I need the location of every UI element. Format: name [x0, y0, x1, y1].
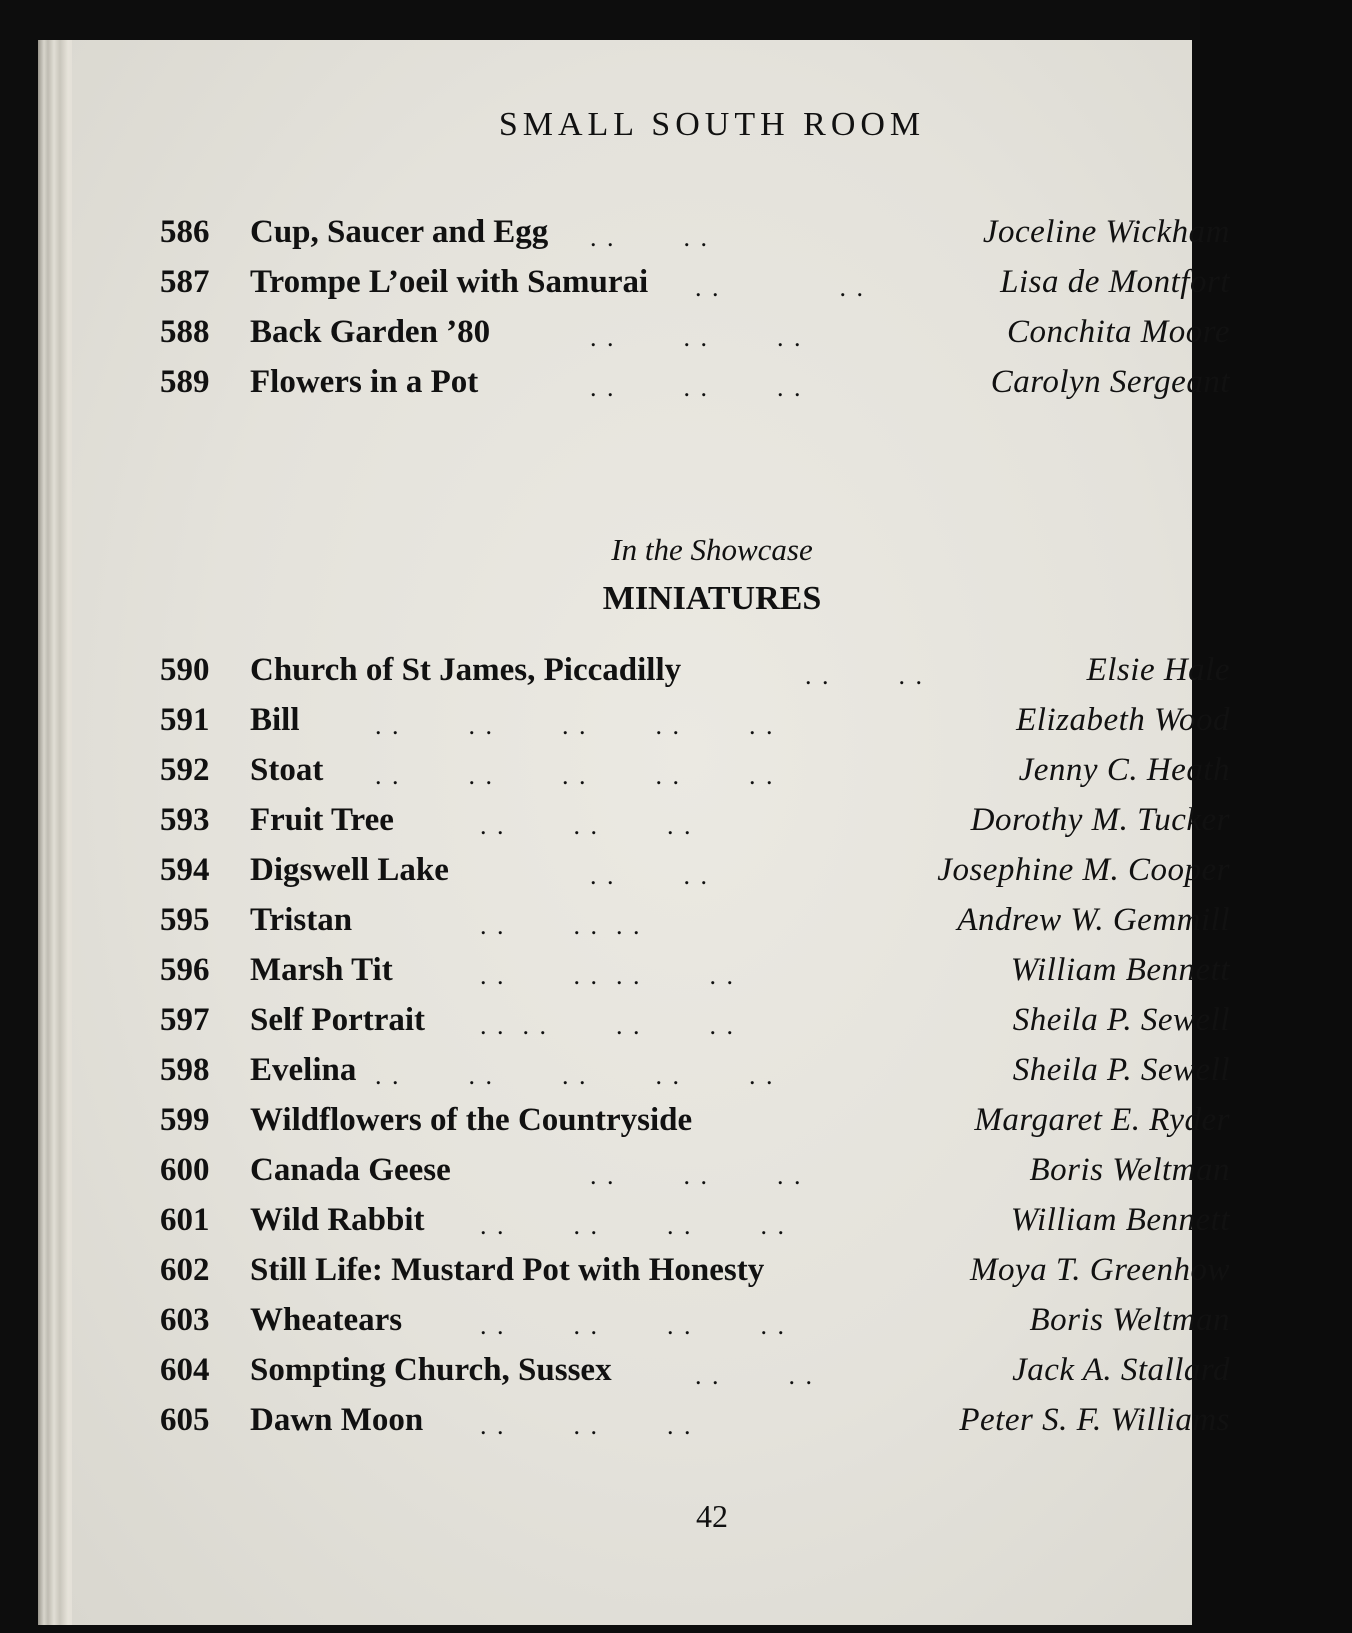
list-item: [160, 1302, 1230, 1350]
list-item: [160, 952, 1230, 1000]
leader-dots: . . . .: [695, 273, 865, 302]
entry-artist: Sheila P. Sewell: [1012, 1052, 1230, 1088]
list-item: [160, 364, 1230, 412]
entry-number: 591: [160, 702, 210, 738]
entry-artist: Andrew W. Gemmill: [957, 902, 1230, 938]
entry-number: 603: [160, 1302, 210, 1338]
leader-dots: . . . . . . . .: [480, 1011, 735, 1040]
entry-title: Wheatears: [250, 1302, 403, 1338]
list-item: [160, 1202, 1230, 1250]
entry-number: 595: [160, 902, 210, 938]
list-item: [160, 1252, 1230, 1300]
entry-artist: Josephine M. Cooper: [937, 852, 1230, 888]
list-item: [160, 214, 1230, 262]
entry-title: Bill: [250, 702, 300, 738]
leader-dots: . . . . . . . . . .: [375, 1061, 775, 1090]
list-item: [160, 1152, 1230, 1200]
list-item: [160, 1052, 1230, 1100]
entry-artist: Carolyn Sergeant: [990, 364, 1230, 400]
entry-artist: Dorothy M. Tucker: [970, 802, 1230, 838]
miniatures-heading: MINIATURES: [602, 580, 822, 617]
section-title: SMALL SOUTH ROOM: [498, 106, 926, 143]
list-item: [160, 264, 1230, 312]
entry-artist: Conchita Moore: [1007, 314, 1230, 350]
list-item: [160, 652, 1230, 700]
entry-number: 593: [160, 802, 210, 838]
list-item: [160, 752, 1230, 800]
entry-title: Stoat: [250, 752, 324, 788]
entry-title: Marsh Tit: [250, 952, 393, 988]
entry-title: Back Garden ’80: [250, 314, 491, 350]
leader-dots: . . . . . . . .: [480, 1211, 786, 1240]
entry-number: 602: [160, 1252, 210, 1288]
leader-dots: . . . .: [695, 1361, 814, 1390]
entry-artist: William Bennett: [1010, 1202, 1230, 1238]
showcase-label: In the Showcase: [611, 532, 813, 567]
leader-dots: . . . . . . . . . .: [375, 711, 775, 740]
entry-artist: Peter S. F. Williams: [959, 1402, 1230, 1438]
entry-title: Self Portrait: [250, 1002, 426, 1038]
entry-number: 586: [160, 214, 210, 250]
list-item: [160, 1352, 1230, 1400]
leader-dots: . . . .: [590, 223, 709, 252]
entry-number: 594: [160, 852, 210, 888]
entry-title: Digswell Lake: [250, 852, 449, 888]
entry-number: 596: [160, 952, 210, 988]
entry-title: Flowers in a Pot: [250, 364, 479, 400]
entry-number: 605: [160, 1402, 210, 1438]
entry-number: 604: [160, 1352, 210, 1388]
list-item: [160, 852, 1230, 900]
entry-number: 587: [160, 264, 210, 300]
list-item: [160, 802, 1230, 850]
entry-artist: William Bennett: [1010, 952, 1230, 988]
entry-title: Wild Rabbit: [250, 1202, 425, 1238]
list-item: [160, 1402, 1230, 1450]
entry-number: 598: [160, 1052, 210, 1088]
entry-artist: Elizabeth Wood: [1016, 702, 1230, 738]
leader-dots: . . . . . .: [480, 811, 693, 840]
entry-artist: Sheila P. Sewell: [1012, 1002, 1230, 1038]
entry-artist: Moya T. Greenhow: [969, 1252, 1230, 1288]
list-item: [160, 902, 1230, 950]
entry-title: Evelina: [250, 1052, 357, 1088]
leader-dots: . . . . . .: [590, 373, 803, 402]
leader-dots: . . . . . .: [590, 1161, 803, 1190]
leader-dots: . . . . . . . .: [480, 961, 735, 990]
entry-number: 589: [160, 364, 210, 400]
entry-number: 600: [160, 1152, 210, 1188]
leader-dots: . . . .: [590, 861, 709, 890]
entry-title: Sompting Church, Sussex: [250, 1352, 612, 1388]
entry-artist: Jack A. Stallard: [1012, 1352, 1230, 1388]
entry-title: Tristan: [250, 902, 353, 938]
entry-number: 592: [160, 752, 210, 788]
entry-title: Church of St James, Piccadilly: [250, 652, 682, 688]
entry-title: Fruit Tree: [250, 802, 394, 838]
leader-dots: . . . . . .: [590, 323, 803, 352]
entry-number: 601: [160, 1202, 210, 1238]
entry-number: 599: [160, 1102, 210, 1138]
entry-number: 590: [160, 652, 210, 688]
entry-artist: Joceline Wickham: [982, 214, 1230, 250]
entry-title: Dawn Moon: [250, 1402, 424, 1438]
entry-title: Trompe L’oeil with Samurai: [250, 264, 649, 300]
entry-artist: Jenny C. Heath: [1018, 752, 1230, 788]
entry-title: Canada Geese: [250, 1152, 451, 1188]
entry-artist: Boris Weltman: [1029, 1302, 1230, 1338]
list-item: [160, 1102, 1230, 1150]
entry-number: 597: [160, 1002, 210, 1038]
entry-number: 588: [160, 314, 210, 350]
catalogue-page: [72, 40, 1230, 1625]
entry-title: Cup, Saucer and Egg: [250, 214, 549, 250]
list-item: [160, 1002, 1230, 1050]
list-item: [160, 314, 1230, 362]
entry-title: Still Life: Mustard Pot with Honesty: [250, 1252, 765, 1288]
leader-dots: . . . . . . . .: [480, 1311, 786, 1340]
entry-artist: Elsie Hale: [1086, 652, 1230, 688]
entry-title: Wildflowers of the Countryside: [250, 1102, 693, 1138]
entry-artist: Margaret E. Ryder: [974, 1102, 1230, 1138]
list-item: [160, 702, 1230, 750]
entry-artist: Boris Weltman: [1029, 1152, 1230, 1188]
leader-dots: . . . .: [805, 661, 924, 690]
leader-dots: . . . . . .: [480, 1411, 693, 1440]
page-number: 42: [696, 1498, 728, 1534]
leader-dots: . . . . . .: [480, 911, 642, 940]
leader-dots: . . . . . . . . . .: [375, 761, 775, 790]
entry-artist: Lisa de Montfort: [1000, 264, 1230, 300]
